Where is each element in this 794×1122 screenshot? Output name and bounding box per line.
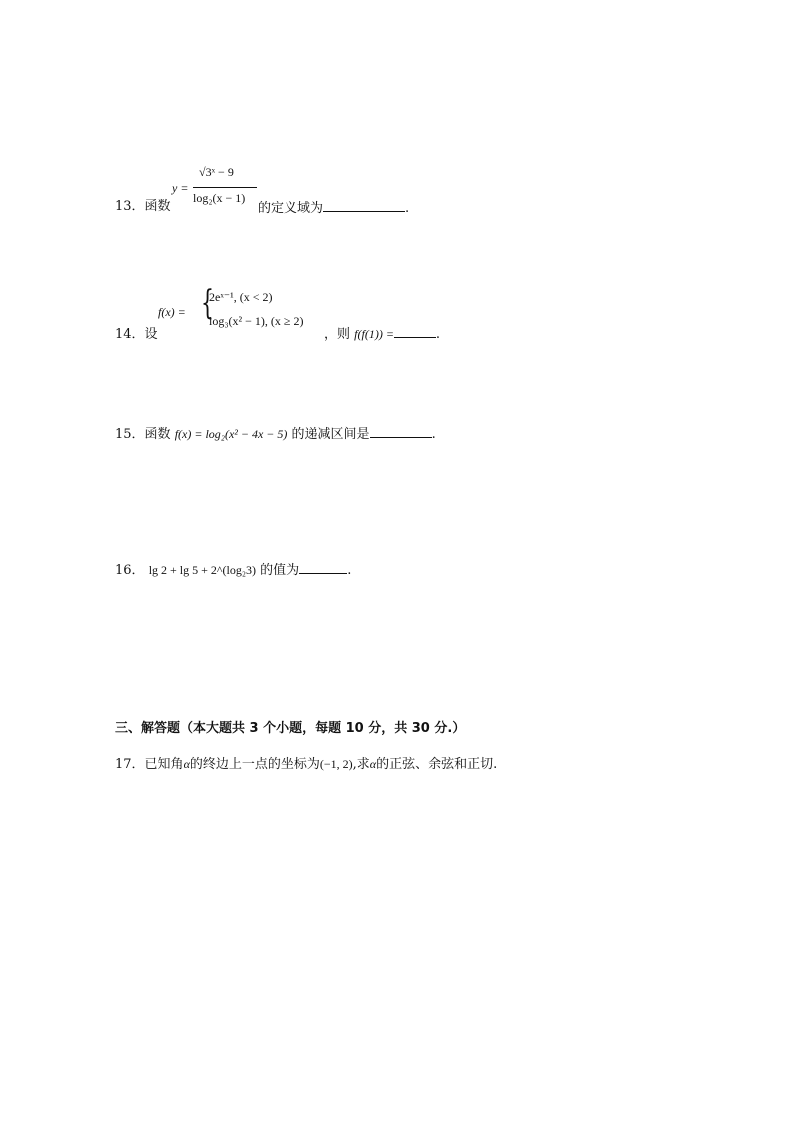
q16-expr: lg 2 + lg 5 + 2^(log₂3) [148, 563, 257, 577]
q16-number: 16． [115, 563, 145, 578]
question-17 [115, 756, 497, 773]
q16-end: . [347, 563, 352, 578]
q14-tail [324, 325, 440, 343]
q14-number: 14． [115, 327, 145, 342]
q15-end: . [431, 427, 436, 442]
q17-point: (−1, 2) [319, 757, 353, 771]
q15-text-prefix: 函数 [144, 427, 171, 442]
q14-brace: { [201, 283, 214, 323]
q14-lhs: f(x) = [158, 305, 186, 319]
question-16 [115, 561, 351, 579]
q13-suffix-line: 的定义域为 . [258, 201, 410, 216]
q13-fraction-bar [193, 187, 257, 188]
q13-text-prefix: 函数 [144, 199, 171, 214]
q14-lhs-line [158, 304, 186, 321]
q16-text-suffix: 的值为 [260, 563, 300, 578]
q17-t1: 已知角 [144, 757, 184, 772]
q14-expr: f(f(1)) = [354, 327, 394, 341]
q17-alpha2: α [369, 757, 377, 771]
q14-answer-blank[interactable] [394, 325, 436, 338]
q15-answer-blank[interactable] [370, 425, 432, 438]
q17-alpha: α [183, 757, 190, 771]
q14-case1: 2eˣ⁻¹, (x < 2) [209, 290, 273, 304]
q16-answer-blank[interactable] [299, 561, 347, 574]
q14-text-prefix: 设 [144, 327, 158, 342]
q13-number: 13． [115, 199, 145, 214]
q13-fraction [193, 165, 257, 215]
q17-t2: 的终边上一点的坐标为 [189, 757, 320, 772]
q13-y-label [172, 180, 188, 197]
q15-number: 15． [115, 427, 145, 442]
q14-comma: ， [324, 327, 338, 342]
q14-then: 则 [337, 327, 351, 342]
q14-end: . [435, 327, 441, 342]
q14-case2: log₃(x² − 1), (x ≥ 2) [209, 314, 304, 328]
section-heading: 三、解答题（本大题共 3 个小题，每题 10 分，共 30 分.） [115, 721, 466, 736]
q15-expr: f(x) = log₂(x² − 4x − 5) [174, 427, 288, 441]
q17-number: 17． [115, 757, 145, 772]
q13-answer-blank[interactable] [323, 199, 405, 212]
q15-text-suffix: 的递减区间是 [291, 427, 370, 442]
q13-numerator: √3ˣ − 9 [199, 165, 234, 179]
q13-denominator: log₂(x − 1) [193, 191, 246, 205]
q17-t4: 的正弦、余弦和正切. [376, 757, 498, 772]
q13-text-suffix: 的定义域为 [258, 201, 324, 216]
q13-y-eq: y = [172, 181, 189, 195]
q17-t3: ,求 [352, 757, 370, 772]
question-13 [115, 199, 171, 215]
question-15 [115, 425, 436, 443]
question-14 [115, 327, 158, 343]
